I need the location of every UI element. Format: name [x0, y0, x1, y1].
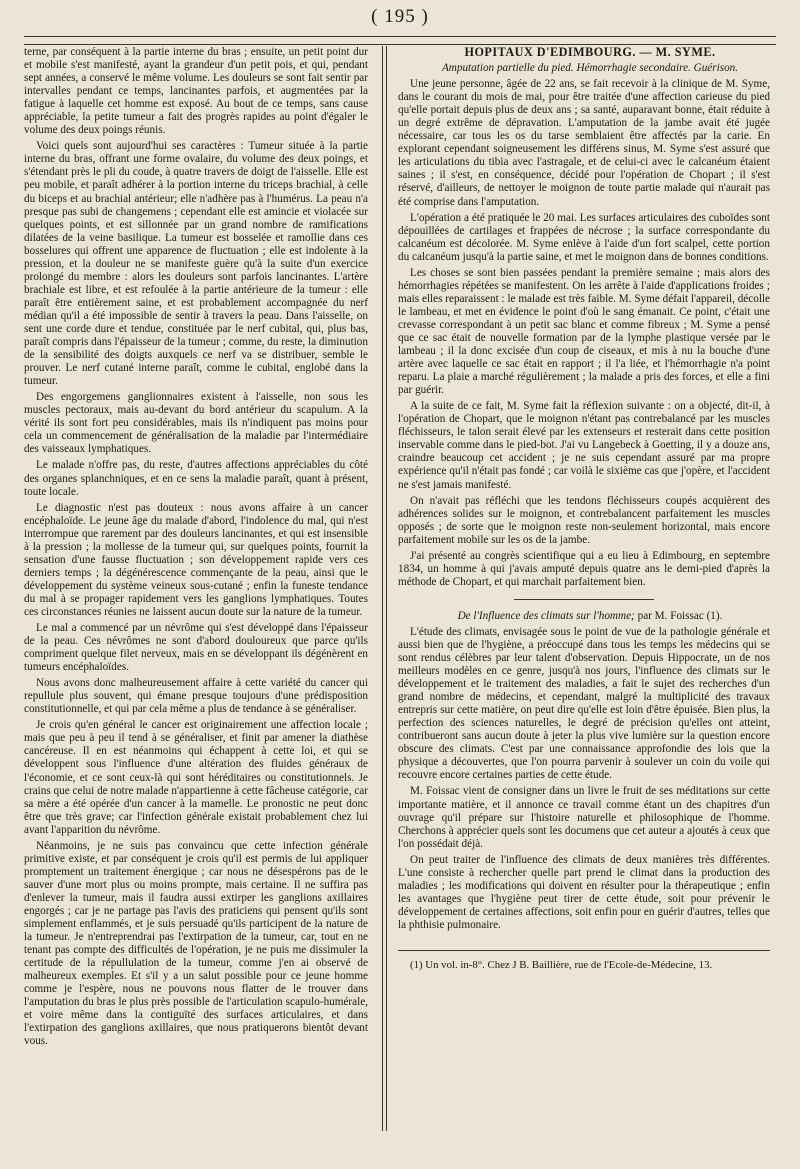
paragraph: Nous avons donc malheureusement affaire à cette variété du cancer qui repullule plus souvent, qui émane presque toujours d'une prédisposition constitutionnelle, et qui par cela même a plus de tendance à se généraliser. [24, 677, 368, 716]
column-divider-second [386, 46, 387, 1131]
paragraph: M. Foissac vient de consigner dans un livre le fruit de ses méditations sur cette importante matière, et il annonce ce travail comme étant un des chapitres d'un ouvrage qu'il prépare sur l'histoire naturelle et philosophique de l'homme. Cherchons à apprécier quels sont les documens que cet auteur a ajoutés à ceux que l'on possédait déjà. [398, 785, 770, 850]
article-title-italic: De l'Influence des climats sur l'homme; [457, 609, 635, 622]
paragraph: Des engorgemens ganglionnaires existent à l'aisselle, non sous les muscles pectoraux, mais au-devant du bord antérieur du scapulum. A la vérité ils sont fort peu considérables, mais ils n'indiquent pas moins pour cela un commencement de généralisation de la maladie par l'intermédiaire des vaisseaux lymphatiques. [24, 391, 368, 456]
footnote: (1) Un vol. in-8°. Chez J B. Baillière, rue de l'Ecole-de-Médecine, 13. [410, 959, 713, 971]
section-separator [514, 599, 654, 600]
paragraph: terne, par conséquent à la partie interne du bras ; ensuite, un petit point dur et mobile s'est manifesté, ayant la grandeur d'un petit pois, et qui, pendant sept années, a conservé le même volume. Les douleurs se sont fait sentir par intervalles pendant ce temps, lancinantes parfois, et augmentées par la fatigue à laquelle cet homme est exposé. Au bout de ce temps, sans cause appréciable, la petite tumeur a fait des progrès rapides au point d'égaler le volume des deux poings réunis. [24, 46, 368, 137]
section-subtitle: Amputation partielle du pied. Hémorrhagie secondaire. Guérison. [441, 62, 739, 75]
paragraph: Les choses se sont bien passées pendant la première semaine ; mais alors des hémorrhagies répétées se manifestent. On les arrête à l'aide d'applications froides ; mais elles reparaissent : le malade est très faible. M. Syme défait l'appareil, décolle le lambeau, et met en évidence le point d'où le sang émanait. Ce point, c'était une crevasse correspondant à un petit sac blanc et comme fibreux ; M. Syme a pensé que ce sac était de nouvelle formation par de la lymphe plastique versée par le lambeau ; il la donc excisée d'un coup de ciseaux, et mis à nu la bouche d'une artère avec laquelle ce sac était en rapport ; il l'a liée, et l'hémorrhagie n'a point reparu. La plaie a marché régulièrement ; la malade a pris des forces, et elle a fini par guérir. [398, 266, 770, 397]
column-divider [382, 46, 383, 1131]
left-column [24, 46, 368, 1052]
footnote-rule [398, 950, 770, 951]
article-title [398, 610, 770, 623]
paragraph: L'opération a été pratiquée le 20 mai. Les surfaces articulaires des cuboïdes sont dépouillées de cartilages et frappées de nécrose ; la surface correspondante du calcanéum est décolorée. M. Syme enlève à l'aide d'un fort scalpel, cette portion du calcanéum jusqu'à la partie saine, et met le moignon dans de bonnes conditions. [398, 211, 770, 263]
right-column [398, 46, 770, 975]
paragraph: Je crois qu'en général le cancer est originairement une affection locale ; mais que peu à peu il tend à se généraliser, et finit par amener la diathèse cancéreuse. Il en est néanmoins qui échappent à cette loi, et qui se développent sous l'influence d'une altération des fluides généraux de l'économie, et ce sont ceux-là qui sont héréditaires ou constitutionnels. Je crains que celui de notre malade n'appartienne à cette fâcheuse catégorie, car sa mère a été opérée d'un cancer à la mamelle. Le pronostic ne peut donc être que très grave; car l'infection générale existait probablement chez lui avant l'apparition du névrôme. [24, 719, 368, 836]
paragraph: J'ai présenté au congrès scientifique qui a eu lieu à Edimbourg, en septembre 1834, un homme à qui j'avais amputé depuis quatre ans le demi-pied d'après la méthode de Chopart, et qui marchait parfaitement bien. [398, 549, 770, 588]
page-number: ( 195 ) [371, 6, 429, 27]
section-title: HOPITAUX D'EDIMBOURG. — M. SYME. [464, 45, 716, 59]
paragraph: Voici quels sont aujourd'hui ses caractères : Tumeur située à la partie interne du bras, offrant une forme ovalaire, du volume des deux poings, et s'étendant près le pli du coude, à quatre travers de doigt de l'aisselle. Elle est peu mobile, et paraît adhérer à la portion interne du triceps brachial, à celle du biceps et au brachial antérieur; elle n'adhère pas à l'humérus. La peau n'a presque pas subi de changemens ; cependant elle est amincie et violacée sur quelques points, et est sillonnée par un grand nombre de ramifications dilatées de la veine basilique. La tumeur est bosselée et ramollie dans ces bosselures qui offrent une apparence de fluctuation ; elle est indolente à la pression, et la douleur ne se manifeste guère qu'à la suite d'un exercice prolongé du membre : alors les douleurs sont parfois lancinantes. L'artère brachiale est libre, et est refoulée à la partie antérieure de la tumeur : elle paraît être entièrement saine, et est probablement accompagnée du nerf médian qu'il a été impossible de sentir à travers la peau. Dans l'aisselle, on sent une corde dure et tendue, constituée par le nerf cubital, qui, plus bas, paraît compris dans l'épaisseur de la tumeur ; comme, du reste, la diminution de la sensibilité des doigts auxquels ce nerf va se distribuer, semble le prouver. Le nerf cutané interne paraît, comme le cubital, englobé dans la tumeur. [24, 140, 368, 388]
paragraph: Néanmoins, je ne suis pas convaincu que cette infection générale primitive existe, et par conséquent je crois qu'il est permis de lui appliquer promptement un traitement énergique ; car nous ne désespérons pas de le sauver d'une mort plus ou moins prompte, mais certaine. Il ne suffira pas d'enlever la tumeur, mais il faudra aussi extirper les ganglions axillaires engorgés ; car je ne partage pas l'avis des praticiens qui pensent qu'ils sont simplement enflammés, et je suis persuadé qu'ils participent de la nature de la tumeur. Je n'entreprendrai pas l'extirpation de la tumeur, car, tout en ne tenant pas compte des difficultés de l'opération, je ne puis me dissimuler la certitude de la répullulation de la tumeur, comme j'en ai observé de malheureux exemples. Et s'il y a un salut possible pour ce jeune homme comme je l'espère, nous ne pouvons nous flatter de le trouver dans l'amputation du bras le plus près possible de l'articulation scapulo-humérale, et voire même dans la contiguïté des surfaces articulaires, et dans l'extirpation des ganglions axillaires, que nous pratiquerons bientôt devant vous. [24, 839, 368, 1048]
header-rule [24, 36, 776, 45]
paragraph: A la suite de ce fait, M. Syme fait la réflexion suivante : on a objecté, dit-il, à l'opération de Chopart, que le moignon n'étant pas contrebalancé par les muscles fléchisseurs, le talon serait élevé par les extenseurs et resterait dans cette position inservable comme dans le pied-bot. J'ai vu Langebeck à Goetting, il y a douze ans, craindre beaucoup cet accident ; je ne suis cependant assuré par ma propre expérience qu'il n'était pas fondé ; car voilà le sixième cas que j'opère, et l'accident ne s'est jamais manifesté. [398, 400, 770, 491]
paragraph: Le malade n'offre pas, du reste, d'autres affections appréciables du côté des organes splanchniques, et en ce sens la maladie paraît, quant à présent, toute locale. [24, 459, 368, 498]
paragraph: L'étude des climats, envisagée sous le point de vue de la pathologie générale et aussi bien que de l'hygiène, a préoccupé dans tous les temps les médecins qui se sont rendus célèbres par leur talent d'observation. Depuis Hippocrate, un de nos meilleurs modèles en ce genre, jusqu'à nos jours, l'influence des climats sur le développement et le traitement des maladies, a fait le sujet des recherches d'un grand nombre de médecins, et cependant, malgré la multiplicité des travaux entrepris sur cette matière, on peut dire qu'elle est loin d'être épuisée. Bien plus, la perfection des sciences naturelles, le degré de précision qu'elles ont atteint, contribueront sans aucun doute à jeter la plus vive lumière sur la question encore obscure des climats. C'est par une connaissance approfondie des lois que la physique a découvertes, que l'on pourra parvenir à soulever un coin du voile qui recouvre encore certaines parties de cette étude. [398, 625, 770, 782]
article-title-author: par M. Foissac (1). [634, 609, 723, 622]
paragraph: On n'avait pas réfléchi que les tendons fléchisseurs coupés acquièrent des adhérences solides sur le moignon, et contrebalancent parfaitement les muscles opposés ; de sorte que le moignon reste non-seulement horizontal, mais encore parfaitement mobile sur les os de la jambe. [398, 494, 770, 546]
paragraph: Le diagnostic n'est pas douteux : nous avons affaire à un cancer encéphaloïde. Le jeune âge du malade d'abord, l'indolence du mal, qui n'est interrompue que rarement par des douleurs lancinantes, et qui est insensible à la pression ; la mollesse de la tumeur qui, sur quelques points, fournit la sensation d'une fausse fluctuation ; son développement rapide vers ces derniers temps ; la dégénérescence commençante de la peau, ainsi que le développement du système veineux sous-cutané ; enfin la funeste tendance du mal à se propager rapidement vers les ganglions lymphatiques. Toutes ces circonstances réunies ne laissent aucun doute sur la nature de la tumeur. [24, 501, 368, 618]
paragraph: Le mal a commencé par un névrôme qui s'est développé dans l'épaisseur de la peau. Ces névrômes ne sont d'abord douloureux que parce qu'ils compriment quelque filet nerveux, mais en se développant ils dégénèrent en tumeurs encéphaloïdes. [24, 622, 368, 674]
paragraph: Une jeune personne, âgée de 22 ans, se fait recevoir à la clinique de M. Syme, dans le courant du mois de mai, pour être traitée d'une affection carieuse du pied qu'elle portait depuis plus de deux ans ; sa santé, auparavant bonne, était réduite à un degré extrême de dépravation. L'amputation de la jambe avait été jugée nécessaire, car tous les os du tarse semblaient être affectés par la carie. En explorant cependant soigneusement les différens sinus, M. Syme s'est assuré que les articulations du tibia avec l'astragale, et de celui-ci avec le calcanéum étaient saines ; il s'est, en conséquence, décidé pour l'opération de Chopart ; il s'est réservé, d'ailleurs, de nettoyer le moignon de toute partie malade qui n'aurait pas été comprise dans l'amputation. [398, 78, 770, 208]
paragraph: On peut traiter de l'influence des climats de deux manières très différentes. L'une consiste à rechercher quelle part prend le climat dans la production des maladies ; les modifications qui doivent en résulter pour la thérapeutique ; enfin les avantages que l'hygiène peut tirer de cette étude, soit pour prévenir le développement de certaines affections, soit enfin pour en guérir d'autres, telles que la phthisie pulmonaire. [398, 853, 770, 931]
